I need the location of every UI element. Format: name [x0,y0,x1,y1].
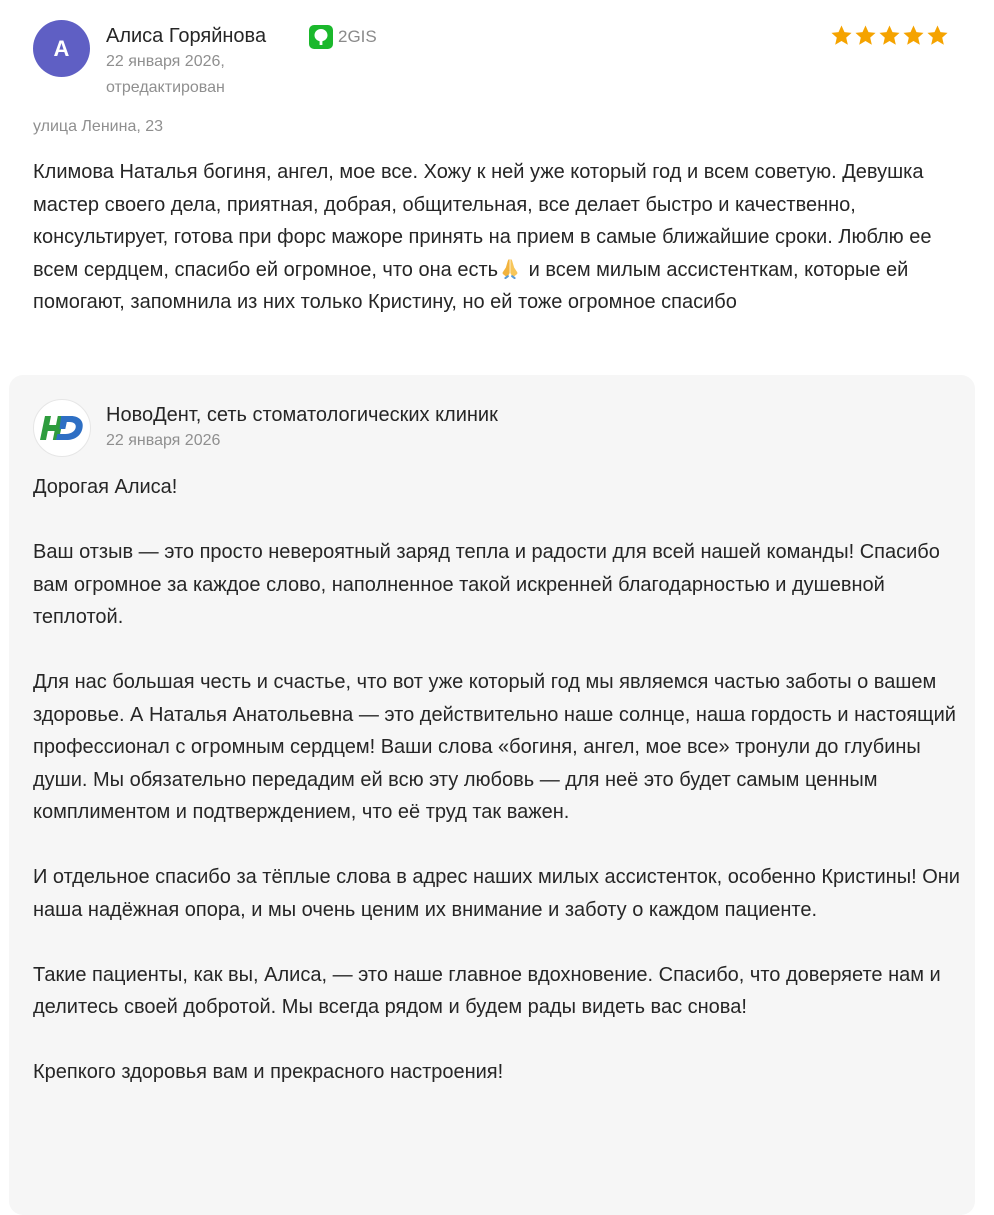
review-text-part-1: Климова Наталья богиня, ангел, мое все. Хожу к ней уже который год и всем советую. Девушка мастер своего дела, приятная, добрая, общительная, все делает быстро и качественно, консультирует, готова при форс мажоре принять на прием в самые ближайшие сроки. Люблю ее всем сердцем, спасибо ей огромное, что она есть [33,161,938,281]
avatar[interactable] [33,20,90,77]
reply-paragraph: Дорогая Алиса! [33,476,178,498]
reply-paragraph: Для нас большая честь и счастье, что вот уже который год мы являемся частью заботы о вашем здоровье. А Наталья Анатольевна — это действительно наше солнце, наша гордость и настоящий профессионал с огромным сердцем! Ваши слова «богиня, ангел, мое все» тронули до глубины души. Мы обязательно передадим ей всю эту любовь — для неё это будет самым ценным комплиментом и подтверждением, что её труд так важен. [33,671,956,823]
branch-address[interactable]: улица Ленина, 23 [33,118,164,135]
review-text [33,156,963,319]
review-date: 22 января 2026, [106,53,225,70]
source-label: 2GIS [338,27,377,46]
star-icon [878,24,901,47]
reply-paragraph: Такие пациенты, как вы, Алиса, — это наше главное вдохновение. Спасибо, что доверяете нам и делитесь своей добротой. Мы всегда рядом и будем рады видеть вас снова! [33,963,941,1018]
star-rating [830,24,949,47]
2gis-icon [309,25,333,49]
review-text-part-2: и всем милым ассистенткам, которые ей помогают, запомнила из них только Кристину, но ей тоже огромное спасибо [33,258,914,313]
reply-date: 22 января 2026 [106,432,221,449]
star-icon [830,24,853,47]
star-icon [854,24,877,47]
novodent-logo [33,399,91,457]
reply-paragraph: Крепкого здоровья вам и прекрасного настроения! [33,1061,504,1083]
author-name[interactable]: Алиса Горяйнова [106,25,267,47]
avatar-letter: А [53,35,70,61]
reply-org-name[interactable]: НовоДент, сеть стоматологических клиник [106,404,498,426]
star-icon [902,24,925,47]
reply-text [33,471,963,1121]
review-source [309,25,377,49]
reply-paragraph: Ваш отзыв — это просто невероятный заряд тепла и радости для всей нашей команды! Спасибо вам огромное за каждое слово, наполненное такой искренней благодарностью и душевной теплотой. [33,541,940,628]
star-icon [926,24,949,47]
edited-label: отредактирован [106,79,225,96]
reply-paragraph: И отдельное спасибо за тёплые слова в адрес наших милых ассистенток, особенно Кристины! Они наша надёжная опора, и мы очень ценим их внимание и заботу о каждом пациенте. [33,866,960,921]
owner-reply [9,375,975,1215]
folded-hands-icon [499,257,521,279]
